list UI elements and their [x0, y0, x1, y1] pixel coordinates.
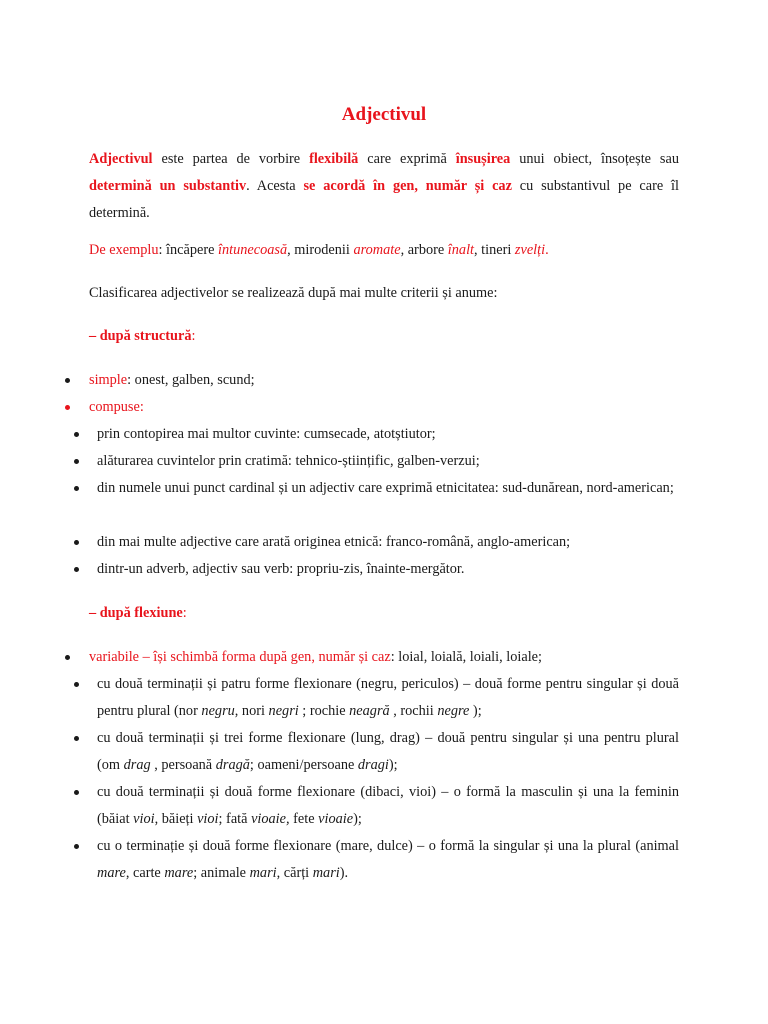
item-example: mari — [249, 865, 277, 881]
list-item-compound — [89, 394, 679, 421]
item-example: negru — [201, 703, 235, 719]
item-text: cu două terminații și patru forme flexionare (negru, periculos) – două forme pentru singular și două pentru plural (nor — [97, 676, 679, 719]
intro-term: Adjectivul — [89, 151, 153, 167]
flexion-heading-text: – după flexiune — [89, 605, 183, 621]
intro-text: este partea de vorbire — [152, 151, 310, 167]
flexion-heading — [89, 600, 679, 627]
item-text: ). — [339, 865, 349, 881]
structure-heading-text: – după structură — [89, 328, 192, 344]
example-text: , tineri — [474, 242, 515, 258]
intro-term: însușirea — [455, 151, 511, 167]
item-text: , carte — [125, 865, 165, 881]
list-item: alăturarea cuvintelor prin cratimă: tehnico-științific, galben-verzui; — [97, 453, 480, 469]
list-item: dintr-un adverb, adjectiv sau verb: propriu-zis, înainte-mergător. — [97, 561, 465, 577]
item-example: vioi — [133, 811, 155, 827]
item-example: vioaie, — [251, 811, 290, 827]
list-item — [97, 725, 679, 779]
item-example: mari — [312, 865, 340, 881]
list-item: prin contopirea mai multor cuvinte: cumsecade, atotștiutor; — [97, 426, 436, 442]
list-item — [97, 671, 679, 725]
item-text: ; oameni/persoane — [249, 757, 358, 773]
item-text: ; animale — [193, 865, 250, 881]
structure-heading-colon: : — [191, 328, 196, 344]
bullet-icon — [74, 540, 79, 545]
intro-text: care exprimă — [358, 151, 456, 167]
example-text: . — [545, 242, 549, 258]
variable-text: : loial, loială, loiali, loiale; — [390, 649, 543, 665]
item-text: , persoană — [150, 757, 216, 773]
example-text: încăpere — [162, 242, 219, 258]
bullet-icon — [74, 567, 79, 572]
example-word: zvelți — [514, 242, 546, 258]
bullet-icon — [74, 459, 79, 464]
classification-intro: Clasificarea adjectivelor se realizează după mai multe criterii și anume: — [89, 285, 498, 301]
page-title: Adjectivul — [341, 104, 427, 125]
example-word: înalt — [447, 242, 475, 258]
variable-label: variabile – își schimbă forma după gen, număr și caz — [89, 649, 391, 665]
item-example: negri — [268, 703, 299, 719]
item-text: , cărți — [276, 865, 313, 881]
list-item-simple — [89, 367, 679, 394]
compound-label: compuse — [89, 399, 140, 415]
item-text: cu două terminații și două forme flexionare (dibaci, vioi) – o formă la masculin și una la feminin (băiat — [97, 784, 679, 827]
bullet-icon — [65, 405, 70, 410]
item-text: ; fată — [218, 811, 252, 827]
item-text: , băieți — [154, 811, 198, 827]
bullet-icon — [65, 378, 70, 383]
example-colon: : — [158, 242, 163, 258]
item-text: ); — [388, 757, 398, 773]
item-text: ); — [469, 703, 482, 719]
simple-text: : onest, galben, scund; — [127, 372, 255, 388]
compound-colon: : — [139, 399, 144, 415]
item-text: ); — [353, 811, 362, 827]
item-example: mare — [164, 865, 194, 881]
structure-heading — [89, 323, 679, 350]
list-item-variable — [89, 644, 679, 671]
item-text: cu două terminații și trei forme flexionare (lung, drag) – două pentru singular și una pentru plural (om — [97, 730, 679, 773]
example-paragraph — [89, 237, 679, 264]
bullet-icon — [74, 486, 79, 491]
item-text: , nori — [234, 703, 269, 719]
intro-text: . Acesta — [246, 178, 304, 194]
intro-text: cu substantivul pe care îl determină. — [89, 178, 679, 221]
example-text: , arbore — [400, 242, 448, 258]
bullet-icon — [74, 682, 79, 687]
intro-term: flexibilă — [309, 151, 359, 167]
item-text: ; rochie — [298, 703, 350, 719]
example-word: întunecoasă — [218, 242, 288, 258]
list-item — [97, 833, 679, 887]
item-example: drag — [123, 757, 151, 773]
item-text: , rochii — [389, 703, 438, 719]
list-item — [97, 779, 679, 833]
bullet-icon — [74, 844, 79, 849]
bullet-icon — [65, 655, 70, 660]
intro-text: unui obiect, însoțește sau — [510, 151, 679, 167]
flexion-heading-colon: : — [182, 605, 187, 621]
item-example: vioi — [197, 811, 219, 827]
example-text: , mirodenii — [287, 242, 354, 258]
bullet-icon — [74, 736, 79, 741]
intro-term: se acordă în gen, număr și caz — [303, 178, 512, 194]
item-example: dragi — [357, 757, 389, 773]
item-example: negre — [437, 703, 470, 719]
item-example: dragă — [215, 757, 250, 773]
bullet-icon — [74, 790, 79, 795]
intro-paragraph — [89, 146, 679, 227]
simple-label: simple — [89, 372, 128, 388]
intro-term: determină un substantiv — [89, 178, 247, 194]
bullet-icon — [74, 432, 79, 437]
example-word: aromate — [353, 242, 401, 258]
list-item: din mai multe adjective care arată originea etnică: franco-română, anglo-american; — [97, 534, 571, 550]
item-example: mare — [97, 865, 126, 881]
item-text: cu o terminație și două forme flexionare (mare, dulce) – o formă la singular și una la plural (animal — [97, 838, 679, 854]
item-text: fete — [289, 811, 319, 827]
example-label: De exemplu — [89, 242, 159, 258]
item-example: vioaie — [318, 811, 354, 827]
list-item: din numele unui punct cardinal și un adjectiv care exprimă etnicitatea: sud-dunărean, nord-american; — [97, 480, 674, 496]
item-example: neagră — [349, 703, 390, 719]
